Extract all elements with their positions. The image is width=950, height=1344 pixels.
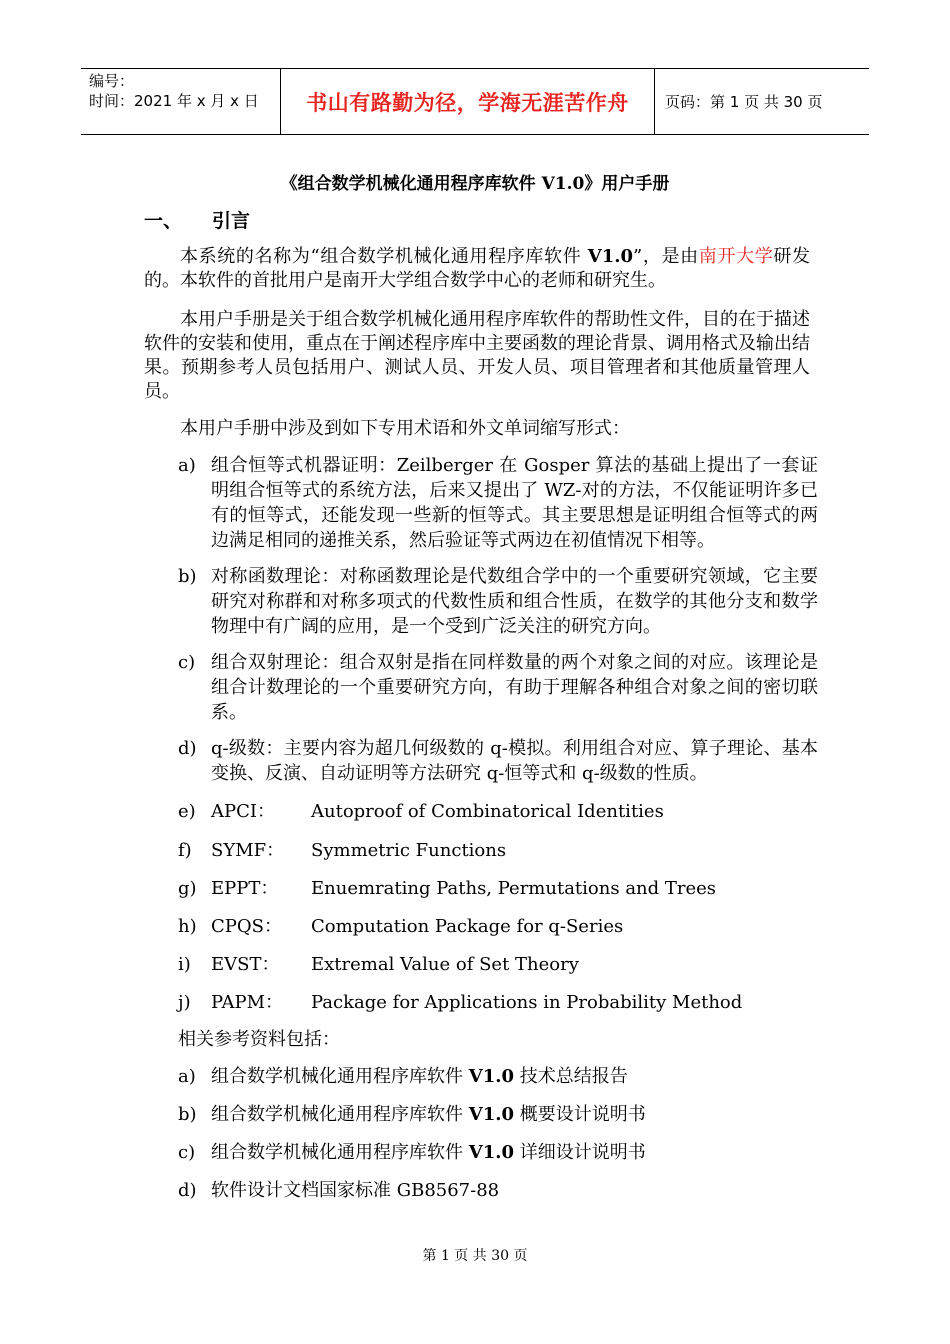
list-marker: j): [178, 992, 191, 1013]
abbreviation-value: Autoproof of Combinatorical Identities: [311, 801, 664, 822]
term-text: 组合双射理论：组合双射是指在同样数量的两个对象之间的对应。该理论是组合计数理论的一个重要研究方向，有助于理解各种组合对象之间的密切联系。: [211, 652, 818, 723]
p1-text-b: ”，是由: [633, 246, 699, 267]
intro-paragraph-2: 本用户手册是关于组合数学机械化通用程序库软件的帮助性文件，目的在于描述软件的安装和使用，重点在于阐述程序库中主要函数的理论背景、调用格式及输出结果。预期参考人员包括用户、测试人员、开发人员、项目管理者和其他质量管理人员。: [144, 309, 810, 402]
time-label: 时间：2021 年 x 月 x 日: [89, 92, 259, 110]
list-marker: h): [178, 916, 197, 937]
abbreviation-key: PAPM：: [211, 992, 283, 1013]
list-marker: d): [178, 738, 197, 759]
list-marker: a): [178, 1066, 196, 1087]
term-text: 组合恒等式机器证明：Zeilberger 在 Gosper 算法的基础上提出了一套证明组合恒等式的系统方法，后来又提出了 WZ-对的方法，不仅能证明许多已有的恒等式，还能发现一些新的恒等式。其主要思想是证明组合恒等式的两边满足相同的递推关系，然后验证等式两边在初值情况下相等。: [211, 455, 818, 551]
abbreviation-key: CPQS：: [211, 916, 282, 937]
reference-text: 组合数学机械化通用程序库软件: [211, 1104, 469, 1125]
reference-text: 组合数学机械化通用程序库软件: [211, 1142, 469, 1163]
list-marker: a): [178, 455, 196, 476]
section-title: 引言: [212, 210, 251, 232]
reference-version: V1.0: [468, 1066, 515, 1087]
references-heading: 相关参考资料包括：: [178, 1029, 340, 1050]
reference-text: 组合数学机械化通用程序库软件: [211, 1066, 469, 1087]
reference-text: 软件设计文档国家标准 GB8567-88: [211, 1180, 500, 1201]
intro-paragraph-3: 本用户手册中涉及到如下专用术语和外文单词缩写形式：: [180, 418, 630, 439]
list-marker: e): [178, 801, 196, 822]
abbreviation-value: Extremal Value of Set Theory: [311, 954, 579, 975]
header-meta-cell: [81, 69, 281, 134]
nankai-university-link[interactable]: 南开大学: [698, 246, 774, 267]
reference-suffix: 详细设计说明书: [514, 1142, 646, 1163]
term-item: [178, 736, 818, 786]
page-header: [81, 68, 869, 135]
header-motto-cell: [281, 69, 655, 134]
list-marker: f): [178, 840, 192, 861]
term-item: [178, 650, 818, 725]
page-footer: 第 1 页 共 30 页: [422, 1248, 528, 1264]
motto-text: 书山有路勤为径，学海无涯苦作舟: [306, 90, 629, 115]
abbreviation-key: APCI：: [211, 801, 275, 822]
document-title: 《组合数学机械化通用程序库软件 V1.0》用户手册: [280, 174, 670, 194]
abbreviation-value: Package for Applications in Probability Method: [311, 992, 743, 1013]
list-marker: i): [178, 954, 191, 975]
abbreviation-value: Enuemrating Paths, Permutations and Trees: [311, 878, 717, 899]
reference-version: V1.0: [468, 1142, 515, 1163]
list-marker: c): [178, 652, 196, 673]
section-heading: [144, 208, 250, 234]
list-marker: g): [178, 878, 197, 899]
reference-suffix: 概要设计说明书: [514, 1104, 646, 1125]
term-text: q-级数：主要内容为超几何级数的 q-模拟。利用组合对应、算子理论、基本变换、反演、自动证明等方法研究 q-恒等式和 q-级数的性质。: [211, 738, 818, 784]
header-page-cell: [655, 69, 869, 134]
term-item: [178, 564, 818, 639]
abbreviation-key: EPPT：: [211, 878, 279, 899]
p1-text-c: 研发的。本软件的首批用户是南开大学组合数学中心的老师和研究生。: [144, 246, 811, 291]
term-text: 对称函数理论：对称函数理论是代数组合学中的一个重要研究领域，它主要研究对称群和对称多项式的代数性质和组合性质，在数学的其他分支和数学物理中有广阔的应用，是一个受到广泛关注的研究方向。: [211, 566, 818, 637]
list-marker: b): [178, 566, 197, 587]
list-marker: c): [178, 1142, 196, 1163]
abbreviation-key: EVST：: [211, 954, 280, 975]
abbreviation-key: SYMF：: [211, 840, 285, 861]
p1-text-a: 本系统的名称为“组合数学机械化通用程序库软件: [180, 246, 588, 267]
page-info: 页码：第 1 页 共 30 页: [665, 93, 823, 111]
intro-paragraph-1: [144, 245, 810, 293]
abbreviation-value: Symmetric Functions: [311, 840, 507, 861]
number-label: 编号：: [89, 72, 135, 90]
reference-version: V1.0: [468, 1104, 515, 1125]
term-item: [178, 453, 818, 553]
list-marker: b): [178, 1104, 197, 1125]
abbreviation-value: Computation Package for q-Series: [311, 916, 624, 937]
list-marker: d): [178, 1180, 197, 1201]
section-number: 一、: [144, 210, 183, 232]
p1-version: V1.0: [587, 246, 634, 267]
reference-suffix: 技术总结报告: [514, 1066, 628, 1087]
